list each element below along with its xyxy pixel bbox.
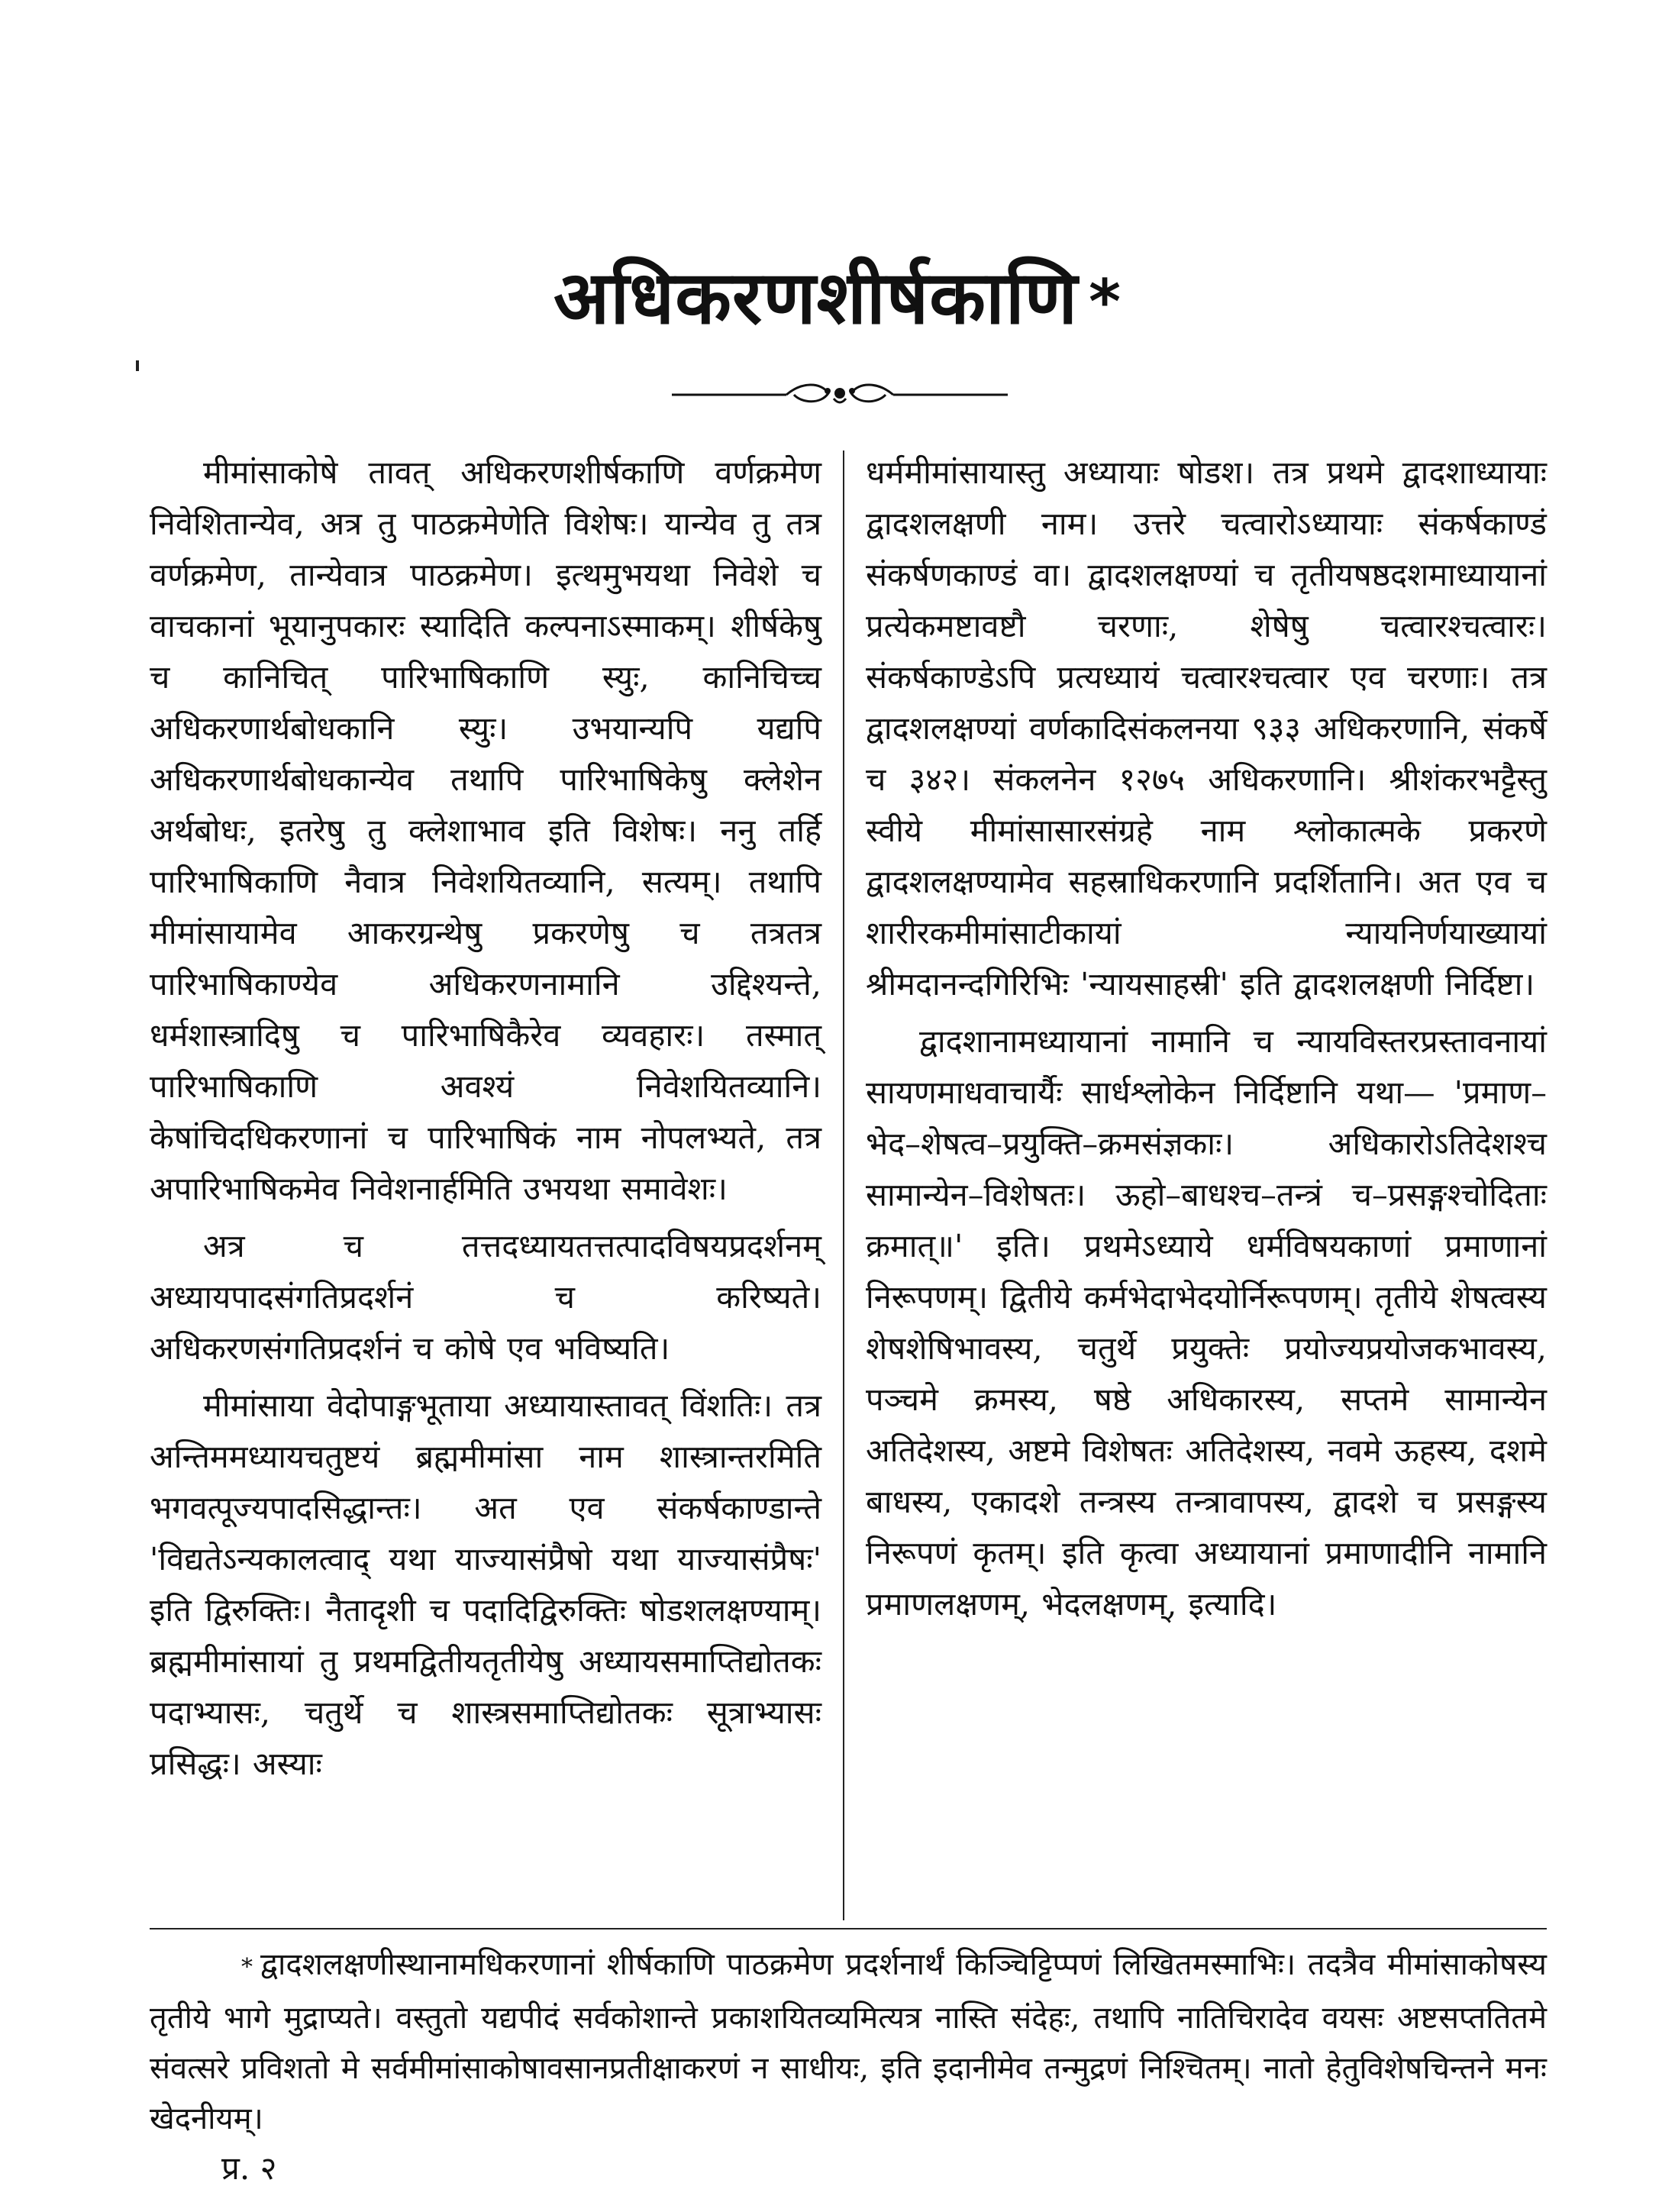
footnote-marker: * (241, 1954, 253, 1981)
right-paragraph-2: द्वादशानामध्यायानां नामानि च न्यायविस्तरप्रस्तावनायां सायणमाधवाचार्यैः सार्धश्लोकेन निर्दिष्टानि यथा— 'प्रमाण–भेद–शेषत्व–प्रयुक्ति–क्रमसंज्ञकाः। अधिकारोऽतिदेशश्च सामान्येन–विशेषतः। ऊहो–बाधश्च–तन्त्रं च–प्रसङ्गश्चोदिताः क्रमात्॥' इति। प्रथमेऽध्याये धर्मविषयकाणां प्रमाणानां निरूपणम्। द्वितीये कर्मभेदाभेदयोर्निरूपणम्। तृतीये शेषत्वस्य शेषशेषिभावस्य, चतुर्थे प्रयुक्तेः प्रयोज्यप्रयोजकभावस्य, पञ्चमे क्रमस्य, षष्ठे अधिकारस्य, सप्तमे सामान्येन अतिदेशस्य, अष्टमे विशेषतः अतिदेशस्य, नवमे ऊहस्य, दशमे बाधस्य, एकादशे तन्त्रस्य तन्त्रावापस्य, द्वादशे च प्रसङ्गस्य निरूपणं कृतम्। इति कृत्वा अध्यायानां प्रमाणादीनि नामानि प्रमाणलक्षणम्, भेदलक्षणम्, इत्यादि। (866, 1022, 1547, 1623)
page-title (0, 252, 1675, 348)
left-paragraph-1: मीमांसाकोषे तावत् अधिकरणशीर्षकाणि वर्णक्रमेण निवेशितान्येव, अत्र तु पाठक्रमेणेति विशेषः। यान्येव तु तत्र वर्णक्रमेण, तान्येवात्र पाठक्रमेण। इत्थमुभयथा निवेशे च वाचकानां भूयानुपकारः स्यादिति कल्पनाऽस्माकम्। शीर्षकेषु च कानिचित् पारिभाषिकाणि स्युः, कानिचिच्च अधिकरणार्थबोधकानि स्युः। उभयान्यपि यद्यपि अधिकरणार्थबोधकान्येव तथापि पारिभाषिकेषु क्लेशेन अर्थबोधः, इतरेषु तु क्लेशाभाव इति विशेषः। ननु तर्हि पारिभाषिकाणि नैवात्र निवेशयितव्यानि, सत्यम्। तथापि मीमांसायामेव आकरग्रन्थेषु प्रकरणेषु च तत्रतत्र पारिभाषिकाण्येव अधिकरणनामानि उद्दिश्यन्ते, धर्मशास्त्रादिषु च पारिभाषिकैरेव व्यवहारः। तस्मात् पारिभाषिकाणि अवश्यं निवेशयितव्यानि। केषांचिदधिकरणानां च पारिभाषिकं नाम नोपलभ्यते, तत्र अपारिभाषिकमेव निवेशनार्हमिति उभयथा समावेशः। (150, 454, 821, 1207)
page-signature: प्र. २ (221, 2149, 277, 2187)
left-column (150, 447, 821, 1795)
title-footnote-marker: * (1089, 266, 1122, 337)
right-paragraph-1: धर्ममीमांसायास्तु अध्यायाः षोडश। तत्र प्रथमे द्वादशाध्यायाः द्वादशलक्षणी नाम। उत्तरे चत्वारोऽध्यायाः संकर्षकाण्डं संकर्षणकाण्डं वा। द्वादशलक्षण्यां च तृतीयषष्ठदशमाध्यायानां प्रत्येकमष्टावष्टौ चरणाः, शेषेषु चत्वारश्चत्वारः। संकर्षकाण्डेऽपि प्रत्यध्यायं चत्वारश्चत्वार एव चरणाः। तत्र द्वादशलक्षण्यां वर्णकादिसंकलनया ९३३ अधिकरणानि, संकर्षे च ३४२। संकलनेन १२७५ अधिकरणानि। श्रीशंकरभट्टैस्तु स्वीये मीमांसासारसंग्रहे नाम श्लोकात्मके प्रकरणे द्वादशलक्षण्यामेव सहस्राधिकरणानि प्रदर्शितानि। अत एव च शारीरकमीमांसाटीकायां न्यायनिर्णयाख्यायां श्रीमदानन्दगिरिभिः 'न्यायसाहस्री' इति द्वादशलक्षणी निर्दिष्टा। (866, 454, 1547, 1003)
footnote-text: द्वादशलक्षणीस्थानामधिकरणानां शीर्षकाणि पाठक्रमेण प्रदर्शनार्थं किञ्चिट्टिप्पणं लिखितमस्माभिः। तदत्रैव मीमांसाकोषस्य तृतीये भागे मुद्राप्यते। वस्तुतो यद्यपीदं सर्वकोशान्ते प्रकाशयितव्यमित्यत्र नास्ति संदेहः, तथापि नातिचिरादेव वयसः अष्टसप्ततितमे संवत्सरे प्रविशतो मे सर्वमीमांसाकोषावसानप्रतीक्षाकरणं न साधीयः, इति इदानीमेव तन्मुद्रणं निश्चितम्। नातो हेतुविशेषचिन्तने मनः खेदनीयम्। (150, 1947, 1547, 2136)
page-title-text: अधिकरणशीर्षकाणि (553, 255, 1079, 341)
ornament-divider (672, 374, 1008, 412)
footnote (150, 1939, 1547, 2144)
left-paragraph-3: मीमांसाया वेदोपाङ्गभूताया अध्यायास्तावत् विंशतिः। तत्र अन्तिममध्यायचतुष्टयं ब्रह्ममीमांसा नाम शास्त्रान्तरमिति भगवत्पूज्यपादसिद्धान्तः। अत एव संकर्षकाण्डान्ते 'विद्यतेऽन्यकालत्वाद् यथा याज्यासंप्रैषो यथा याज्यासंप्रैषः' इति द्विरुक्तिः। नैतादृशी च पदादिद्विरुक्तिः षोडशलक्षण्याम्। ब्रह्ममीमांसायां तु प्रथमद्वितीयतृतीयेषु अध्यायसमाप्तिद्योतकः पदाभ्यासः, चतुर्थे च शास्त्रसमाप्तिद्योतकः सूत्राभ्यासः प्रसिद्धः। अस्याः (150, 1387, 821, 1782)
stray-mark (136, 360, 139, 371)
right-column (866, 447, 1547, 1636)
left-paragraph-2: अत्र च तत्तदध्यायतत्तत्पादविषयप्रदर्शनम् अध्यायपादसंगतिप्रदर्शनं च करिष्यते। अधिकरणसंगतिप्रदर्शनं च कोषे एव भविष्यति। (150, 1227, 821, 1367)
footnote-paragraph (150, 1939, 1547, 2144)
footnote-rule (150, 1928, 1547, 1929)
column-divider (843, 450, 844, 1920)
